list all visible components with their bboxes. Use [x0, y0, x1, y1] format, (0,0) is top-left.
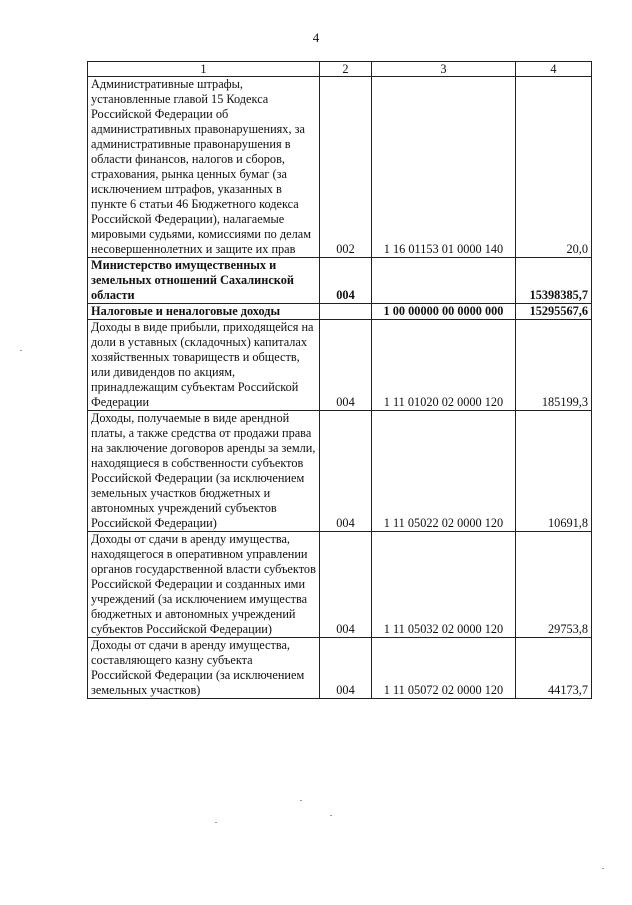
row-kbk: 1 00 00000 00 0000 000 [372, 304, 516, 320]
row-code: 004 [320, 411, 372, 532]
row-code [320, 304, 372, 320]
row-amount: 29753,8 [516, 532, 592, 638]
header-col-3: 3 [372, 62, 516, 77]
row-amount: 185199,3 [516, 320, 592, 411]
row-code: 004 [320, 258, 372, 304]
row-name: Министерство имущественных и земельных отношений Сахалинской области [88, 258, 320, 304]
revenue-table [87, 61, 592, 699]
row-name: Доходы, получаемые в виде арендной платы, а также средства от продажи права на заключение договоров аренды за земли, находящиеся в собственности субъектов Российской Федерации (за исключением земельных участков бюджетных и автономных учреждений субъектов Российской Федерации) [88, 411, 320, 532]
row-amount: 20,0 [516, 77, 592, 258]
row-amount: 10691,8 [516, 411, 592, 532]
row-amount: 15295567,6 [516, 304, 592, 320]
table-row [88, 320, 592, 411]
row-name: Доходы от сдачи в аренду имущества, находящегося в оперативном управлении органов государственной власти субъектов Российской Федерации и созданных ими учреждений (за исключением имущества бюджетных и автономных учреждений субъектов Российской Федерации) [88, 532, 320, 638]
scan-speck [300, 800, 302, 801]
table-row [88, 77, 592, 258]
table-row [88, 532, 592, 638]
row-name: Доходы в виде прибыли, приходящейся на доли в уставных (складочных) капиталах хозяйственных товариществ и обществ, или дивидендов по акциям, принадлежащим субъектам Российской Федерации [88, 320, 320, 411]
row-code: 004 [320, 532, 372, 638]
scan-speck [330, 815, 332, 816]
row-kbk [372, 258, 516, 304]
header-col-2: 2 [320, 62, 372, 77]
row-name: Доходы от сдачи в аренду имущества, составляющего казну субъекта Российской Федерации (за исключением земельных участков) [88, 638, 320, 699]
header-col-4: 4 [516, 62, 592, 77]
scan-speck [215, 822, 217, 823]
row-amount: 15398385,7 [516, 258, 592, 304]
row-code: 004 [320, 638, 372, 699]
row-name: Налоговые и неналоговые доходы [88, 304, 320, 320]
scan-speck [602, 868, 604, 869]
scan-speck [20, 350, 22, 351]
table-row [88, 411, 592, 532]
page-number: 4 [312, 30, 320, 45]
row-amount: 44173,7 [516, 638, 592, 699]
table-header-row [88, 62, 592, 77]
row-kbk: 1 11 05022 02 0000 120 [372, 411, 516, 532]
row-kbk: 1 11 05032 02 0000 120 [372, 532, 516, 638]
table-row [88, 258, 592, 304]
table-row [88, 638, 592, 699]
table-row [88, 304, 592, 320]
row-name: Административные штрафы, установленные главой 15 Кодекса Российской Федерации об административных правонарушениях, за административные правонарушения в области финансов, налогов и сборов, страхования, рынка ценных бумаг (за исключением штрафов, указанных в пункте 6 статьи 46 Бюджетного кодекса Российской Федерации), налагаемые мировыми судьями, комиссиями по делам несовершеннолетних и защите их прав [88, 77, 320, 258]
row-code: 002 [320, 77, 372, 258]
row-kbk: 1 16 01153 01 0000 140 [372, 77, 516, 258]
header-col-1: 1 [88, 62, 320, 77]
row-kbk: 1 11 05072 02 0000 120 [372, 638, 516, 699]
row-kbk: 1 11 01020 02 0000 120 [372, 320, 516, 411]
row-code: 004 [320, 320, 372, 411]
